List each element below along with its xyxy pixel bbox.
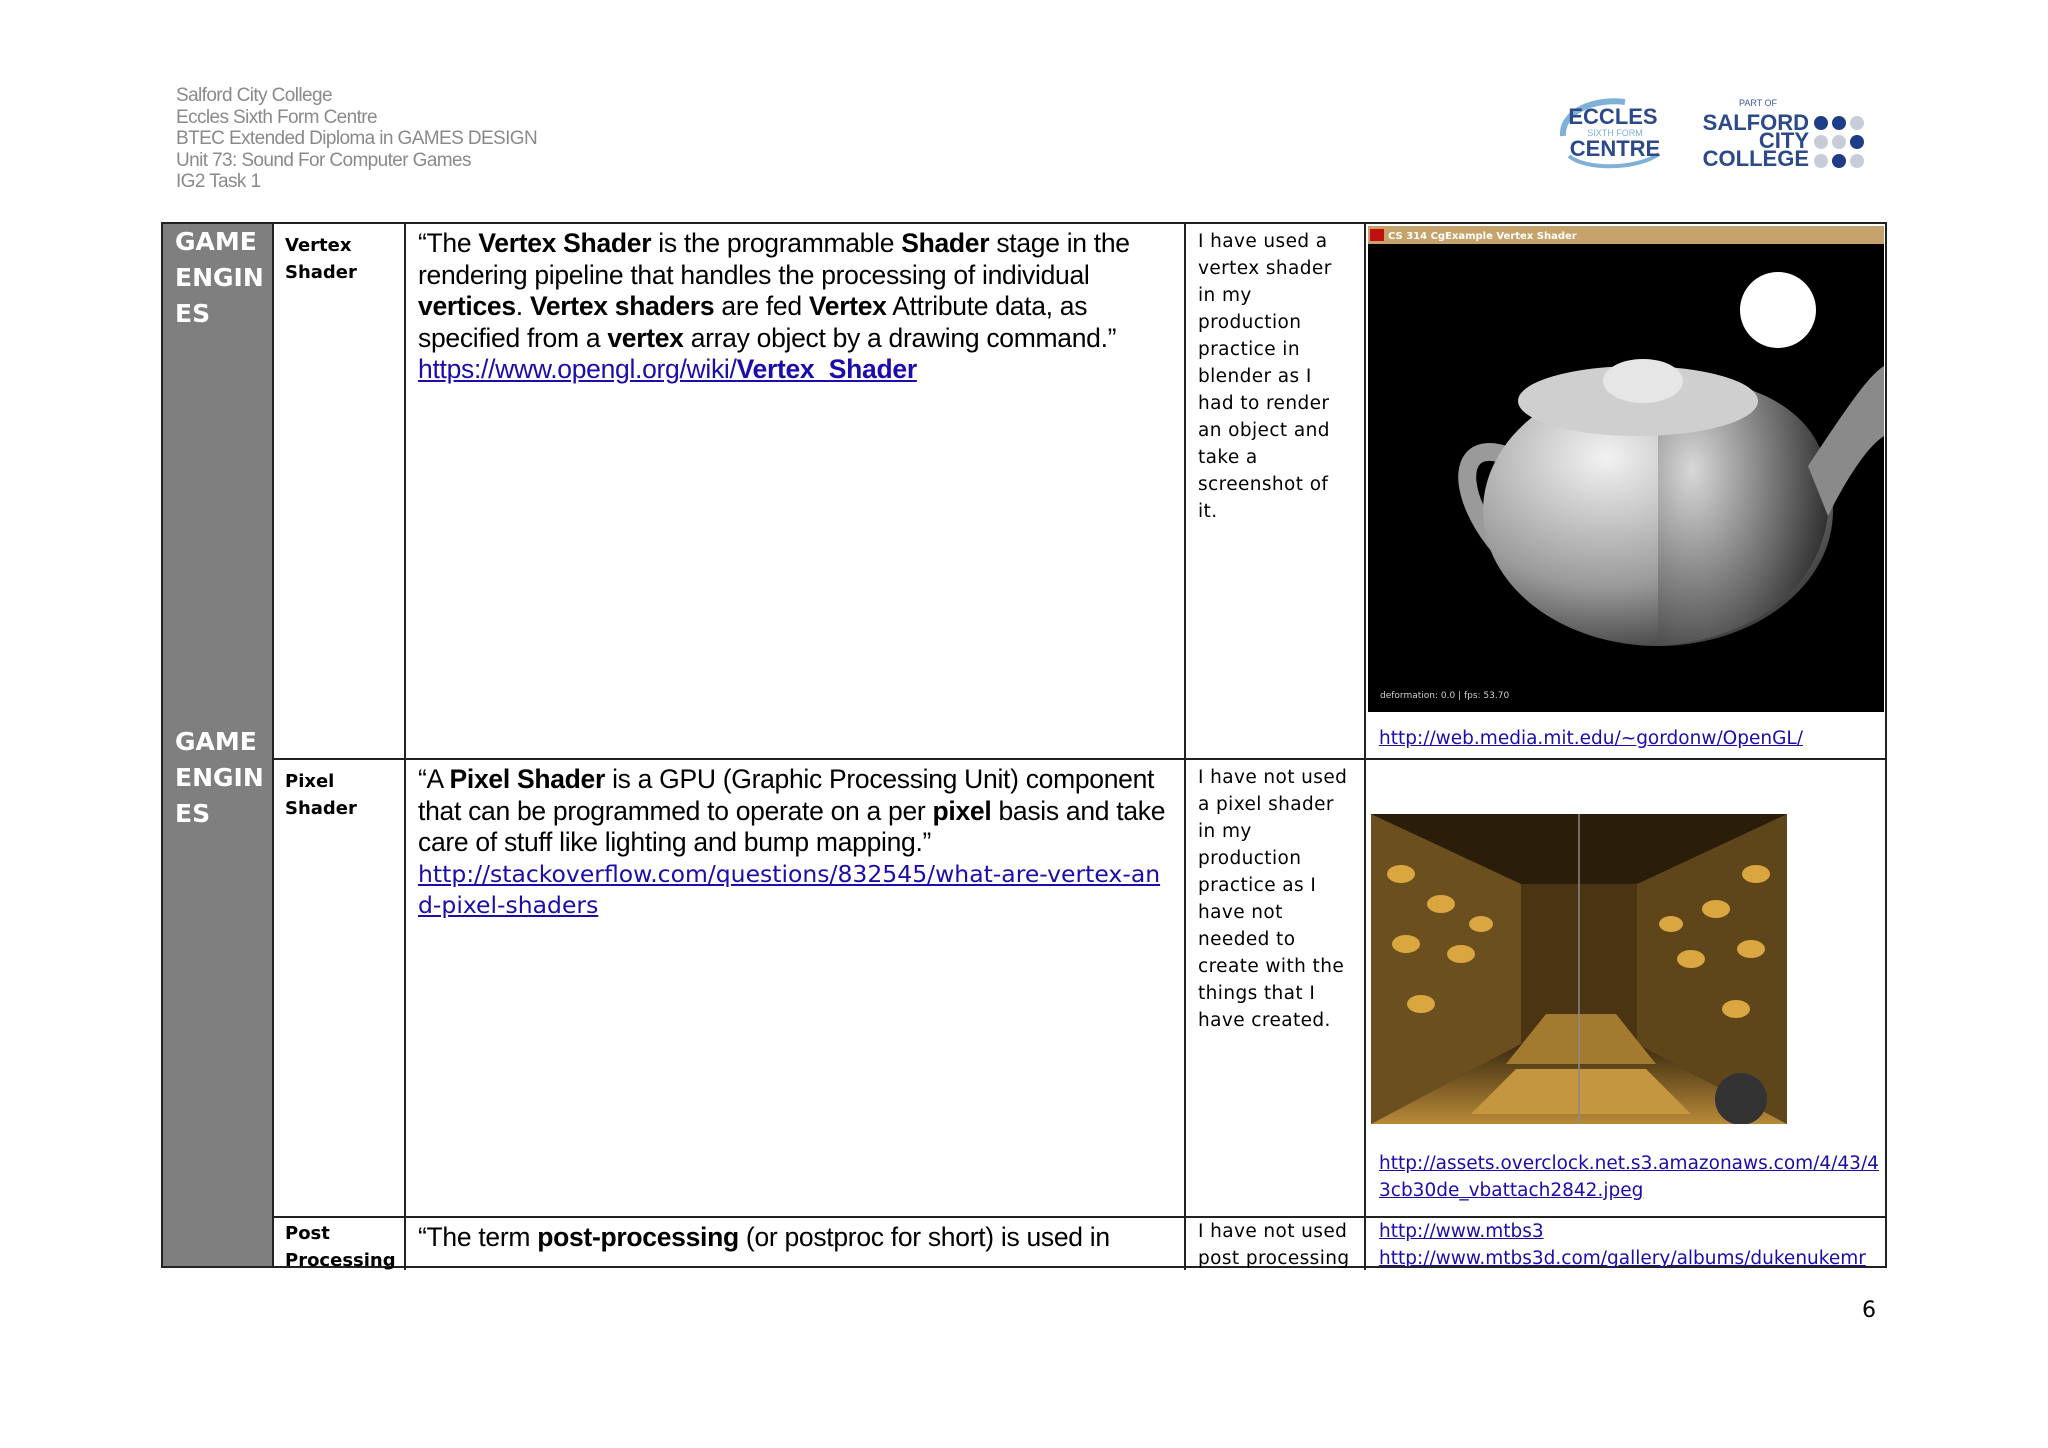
svg-text:CITY: CITY [1758,128,1809,153]
svg-text:SALFORD: SALFORD [1703,110,1809,135]
svg-text:COLLEGE: COLLEGE [1703,146,1809,171]
eccles-centre-logo [1555,96,1665,170]
logos [1545,86,1865,172]
post-processing-usage-text: I have not used post processing [1198,1221,1350,1269]
svg-text:CS 314 CgExample Vertex Shader: CS 314 CgExample Vertex Shader [1388,231,1577,242]
salford-city-college-logo [1703,92,1873,172]
category-label-bottom: GAME ENGIN ES [175,727,264,828]
header-line-task: IG2 Task 1 [176,171,261,193]
vertex-shader-source-link[interactable]: https://www.opengl.org/wiki/Vertex_Shader [418,354,917,384]
header-line-unit: Unit 73: Sound For Computer Games [176,149,471,171]
pixel-shader-definition: “A Pixel Shader is a GPU (Graphic Processing Unit) component that can be programmed to operate on a per pixel basis and take care of stuff like lighting and bump mapping.” [418,764,1166,857]
term-cell: Post Processing [274,1218,406,1270]
svg-text:SIXTH FORM: SIXTH FORM [1587,128,1643,138]
header-line-centre: Eccles Sixth Form Centre [176,106,377,128]
shader-table [161,222,1887,1268]
term-cell: Pixel Shader [274,760,406,1216]
definition-cell [406,1218,1186,1270]
usage-cell [1186,224,1366,758]
svg-text:CENTRE: CENTRE [1569,136,1661,161]
svg-text:ECCLES: ECCLES [1568,104,1658,129]
image-cell [1366,1218,1885,1270]
teapot-render-image [1368,226,1884,712]
image-cell [1366,760,1885,1216]
usage-cell [1186,760,1366,1216]
definition-cell [406,224,1186,758]
category-sidebar [163,224,274,1266]
vertex-shader-usage-text: I have used a vertex shader in my production practice in blender as I had to render an object and take a screenshot of it. [1198,231,1332,522]
pixel-shader-usage-text: I have not used a pixel shader in my production practice as I have not needed to create with the things that I have created. [1198,767,1348,1031]
usage-cell [1186,1218,1366,1270]
header-line-course: BTEC Extended Diploma in GAMES DESIGN [176,128,538,150]
vertex-shader-image-link[interactable]: http://web.media.mit.edu/~gordonw/OpenGL/ [1379,728,1803,749]
table-row-pixel-shader [274,760,1885,1218]
table-row-post-processing [274,1218,1885,1270]
image-cell [1366,224,1885,758]
post-processing-image-link[interactable]: http://www.mtbs3 http://www.mtbs3d.com/gallery/albums/dukenukemr [1379,1221,1866,1269]
svg-text:deformation: 0.0 | fps: 53.70: deformation: 0.0 | fps: 53.70 [1380,691,1510,701]
header-line-college: Salford City College [176,85,332,106]
definition-cell [406,760,1186,1216]
page-number: 6 [1862,1298,1876,1323]
vertex-shader-definition: “The Vertex Shader is the programmable Shader stage in the rendering pipeline that handles the processing of individual vertices. Vertex shaders are fed Vertex Attribute data, as specified from a vertex array object by a drawing command.” [418,228,1130,353]
category-label-top: GAME ENGIN ES [175,227,264,328]
svg-text:PART OF: PART OF [1738,98,1778,108]
pixel-shader-source-link[interactable]: http://stackoverflow.com/questions/832545/what-are-vertex-and-pixel-shaders [418,859,1161,919]
term-cell: Vertex Shader [274,224,406,758]
table-row-vertex-shader [274,224,1885,760]
dungeon-render-image [1371,814,1787,1124]
post-processing-definition: “The term post-processing (or postproc for short) is used in [418,1222,1110,1252]
document-header [176,85,537,193]
pixel-shader-image-link[interactable]: http://assets.overclock.net.s3.amazonaws.com/4/43/4 3cb30de_vbattach2842.jpeg [1379,1153,1879,1201]
